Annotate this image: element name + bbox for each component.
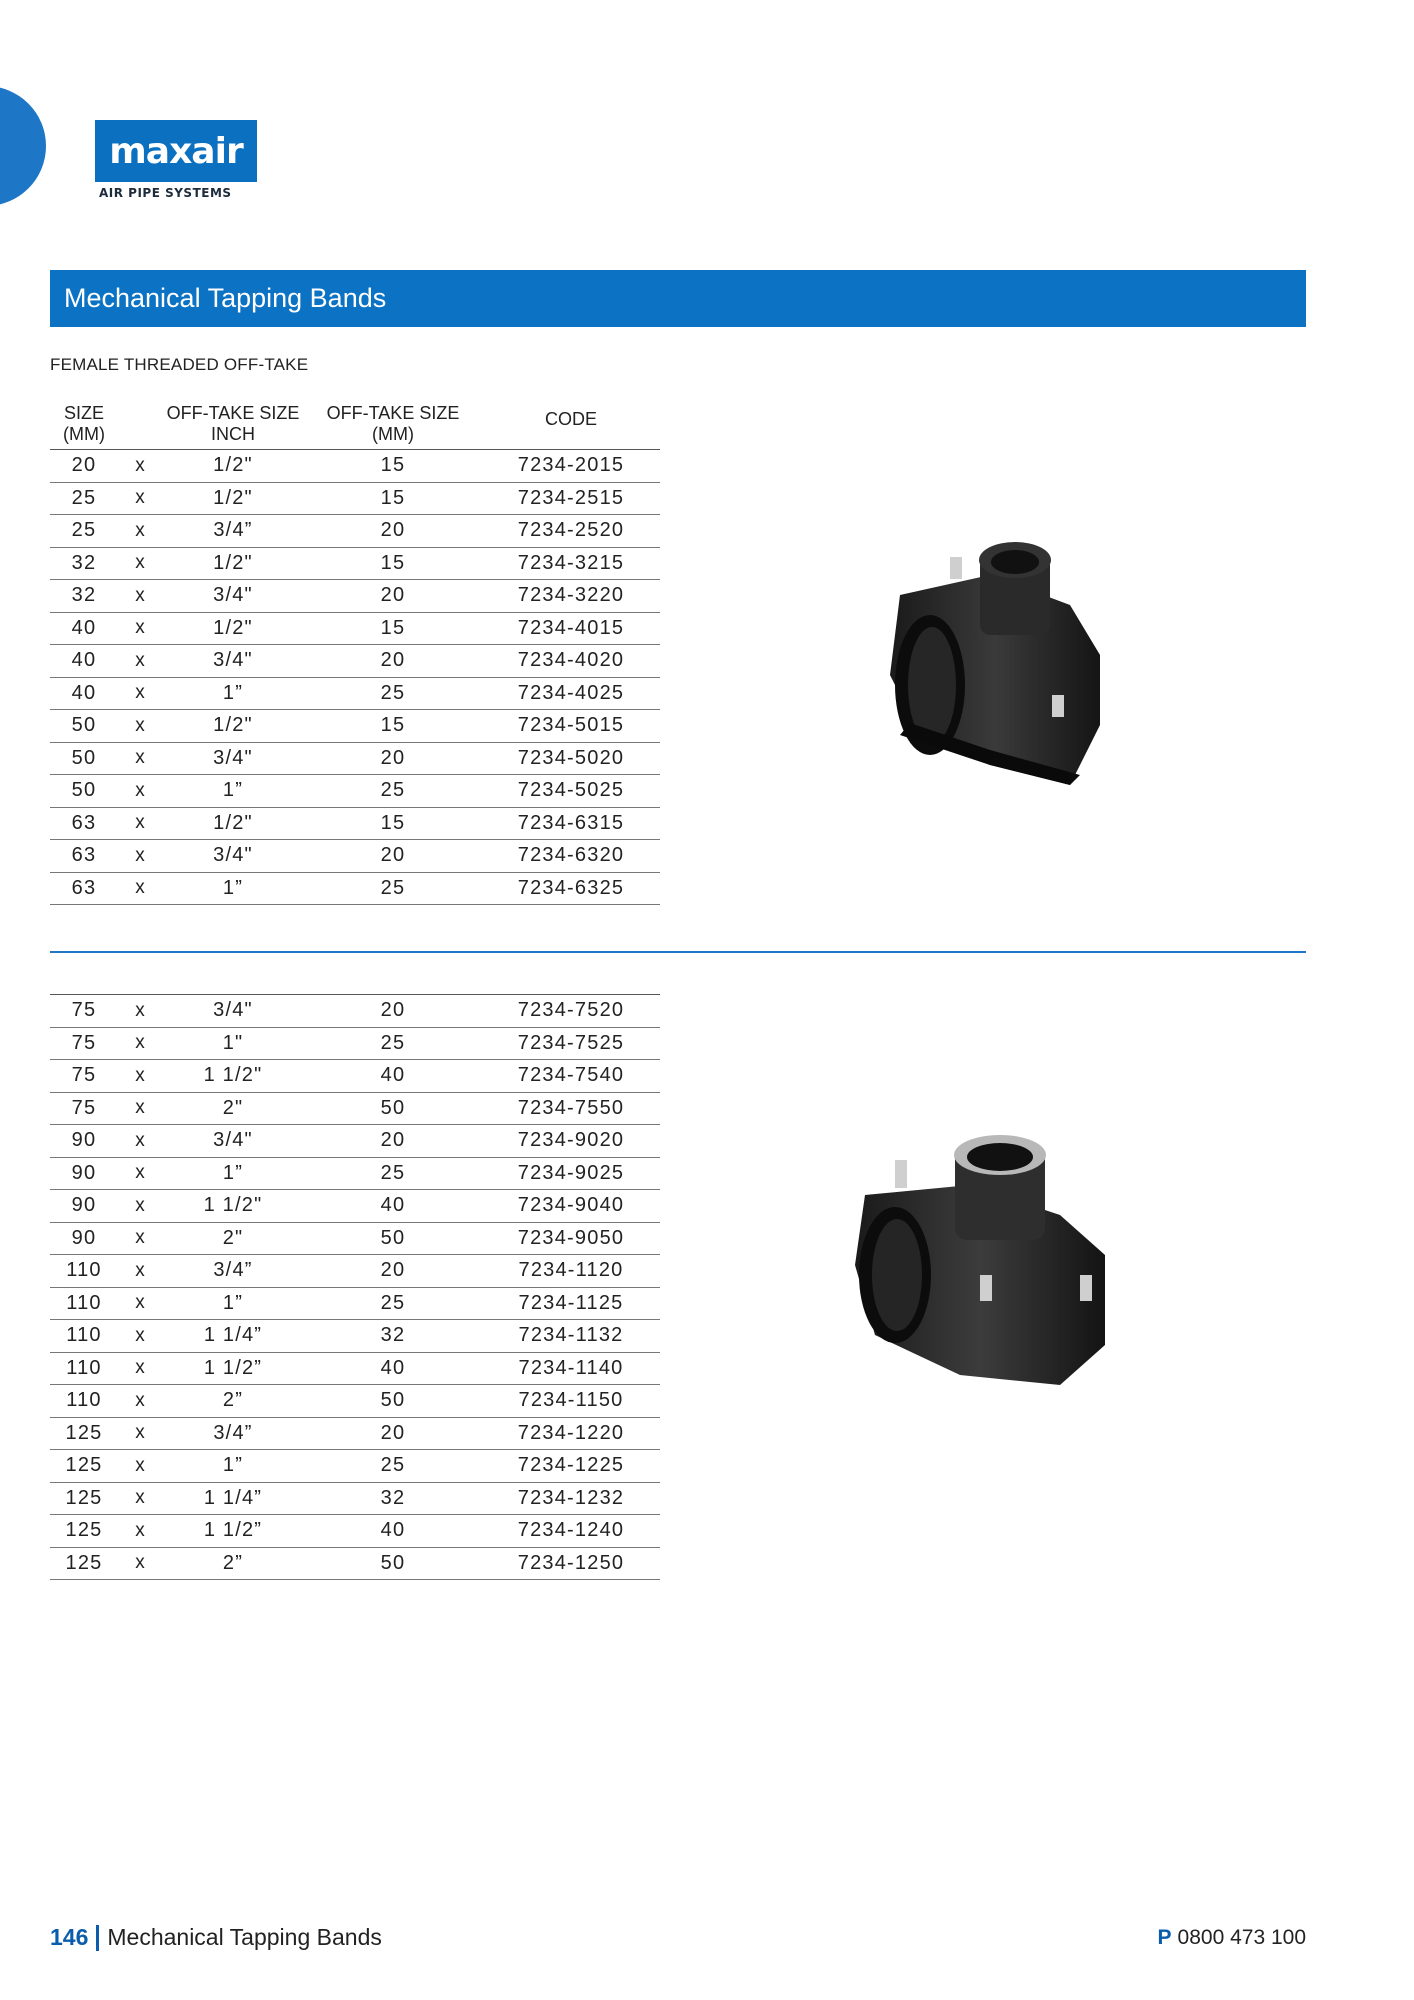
product-table-2 (50, 994, 660, 1580)
table-row (50, 1093, 660, 1126)
cell-offtake-mm: 50 (380, 1551, 406, 1574)
cell-code: 7234-5015 (517, 714, 625, 737)
table-row (50, 1255, 660, 1288)
table-body (50, 450, 660, 905)
table-row (50, 1418, 660, 1451)
cell-size-mm: 32 (71, 584, 97, 607)
cell-separator: x (135, 1324, 145, 1346)
cell-offtake-inch: 1 1/4” (203, 1324, 263, 1347)
cell-code: 7234-1250 (517, 1551, 625, 1574)
table-row (50, 808, 660, 841)
cell-separator: x (135, 682, 145, 704)
table-row (50, 743, 660, 776)
cell-offtake-inch: 1” (222, 1454, 244, 1477)
cell-offtake-mm: 15 (380, 714, 406, 737)
cell-separator: x (135, 812, 145, 834)
cell-size-mm: 125 (65, 1551, 103, 1574)
cell-separator: x (135, 1064, 145, 1086)
cell-separator: x (135, 1519, 145, 1541)
cell-separator: x (135, 747, 145, 769)
cell-code: 7234-1125 (518, 1291, 624, 1314)
cell-offtake-inch: 1” (222, 681, 244, 704)
cell-code: 7234-1120 (518, 1259, 624, 1282)
cell-size-mm: 40 (71, 649, 97, 672)
header-offtake-mm (304, 403, 482, 445)
section-divider (50, 951, 1306, 953)
cell-separator: x (135, 1487, 145, 1509)
table-row (50, 1028, 660, 1061)
cell-code: 7234-4015 (517, 616, 625, 639)
cell-offtake-inch: 3/4" (213, 1129, 253, 1152)
cell-code: 7234-1220 (517, 1421, 625, 1444)
cell-offtake-mm: 32 (380, 1486, 406, 1509)
cell-offtake-inch: 3/4" (213, 746, 253, 769)
cell-size-mm: 75 (71, 1064, 97, 1087)
cell-separator: x (135, 1227, 145, 1249)
cell-code: 7234-3215 (517, 551, 625, 574)
brand-logo (95, 120, 257, 200)
cell-offtake-inch: 3/4” (213, 1259, 253, 1282)
cell-offtake-inch: 1" (222, 1031, 244, 1054)
cell-offtake-mm: 20 (380, 999, 406, 1022)
cell-code: 7234-1140 (518, 1356, 624, 1379)
cell-offtake-inch: 3/4" (213, 584, 253, 607)
table-row (50, 1158, 660, 1191)
cell-offtake-inch: 1/2" (213, 714, 253, 737)
table-row (50, 483, 660, 516)
cell-offtake-mm: 25 (380, 1161, 406, 1184)
cell-code: 7234-9050 (517, 1226, 625, 1249)
cell-code: 7234-6315 (517, 811, 625, 834)
cell-code: 7234-1225 (517, 1454, 625, 1477)
cell-offtake-inch: 1/2" (213, 811, 253, 834)
cell-offtake-inch: 3/4" (213, 844, 253, 867)
table-row (50, 873, 660, 906)
cell-code: 7234-1132 (518, 1324, 624, 1347)
cell-offtake-mm: 20 (380, 519, 406, 542)
cell-code: 7234-9040 (517, 1194, 625, 1217)
cell-size-mm: 40 (71, 616, 97, 639)
table-row (50, 580, 660, 613)
page-footer-left (50, 1924, 382, 1951)
cell-separator: x (135, 617, 145, 639)
cell-separator: x (135, 1032, 145, 1054)
table-row (50, 1288, 660, 1321)
corner-tab (0, 86, 46, 206)
cell-offtake-mm: 20 (380, 649, 406, 672)
cell-offtake-mm: 40 (380, 1194, 406, 1217)
cell-separator: x (135, 584, 145, 606)
cell-size-mm: 63 (71, 811, 97, 834)
table-row (50, 1060, 660, 1093)
cell-code: 7234-6320 (517, 844, 625, 867)
cell-size-mm: 110 (66, 1259, 102, 1282)
cell-code: 7234-5025 (517, 779, 625, 802)
cell-offtake-inch: 1/2" (213, 486, 253, 509)
cell-separator: x (135, 877, 145, 899)
cell-offtake-mm: 25 (380, 681, 406, 704)
cell-size-mm: 75 (71, 1096, 97, 1119)
cell-size-mm: 110 (66, 1291, 102, 1314)
product-table-1 (50, 384, 660, 905)
page-title-bar (50, 270, 1306, 327)
cell-separator: x (135, 454, 145, 476)
cell-offtake-mm: 15 (380, 811, 406, 834)
cell-offtake-inch: 2” (222, 1551, 244, 1574)
cell-size-mm: 125 (65, 1454, 103, 1477)
cell-offtake-mm: 40 (380, 1064, 406, 1087)
cell-offtake-mm: 15 (380, 551, 406, 574)
cell-offtake-inch: 1” (222, 876, 244, 899)
cell-separator: x (135, 1292, 145, 1314)
header-offtake-mm-label: OFF-TAKE SIZE (MM) (326, 403, 460, 444)
cell-offtake-mm: 20 (380, 584, 406, 607)
tapping-band-large-image (850, 1135, 1120, 1400)
cell-code: 7234-4020 (517, 649, 625, 672)
cell-offtake-inch: 1” (222, 1161, 244, 1184)
cell-code: 7234-3220 (517, 584, 625, 607)
table-row (50, 1190, 660, 1223)
footer-separator (96, 1925, 99, 1951)
cell-separator: x (135, 1357, 145, 1379)
cell-code: 7234-4025 (517, 681, 625, 704)
table-body (50, 995, 660, 1580)
table-row (50, 1548, 660, 1581)
cell-size-mm: 50 (71, 714, 97, 737)
cell-offtake-inch: 2" (222, 1226, 244, 1249)
cell-size-mm: 110 (66, 1324, 102, 1347)
cell-code: 7234-9020 (517, 1129, 625, 1152)
cell-size-mm: 110 (66, 1389, 102, 1412)
cell-separator: x (135, 1259, 145, 1281)
cell-offtake-inch: 3/4" (213, 649, 253, 672)
page-number: 146 (50, 1924, 89, 1950)
logo-tagline: AIR PIPE SYSTEMS (99, 186, 232, 200)
cell-separator: x (135, 1389, 145, 1411)
logo-wordmark: maxair (95, 120, 257, 182)
cell-offtake-inch: 1/2" (213, 616, 253, 639)
cell-separator: x (135, 1422, 145, 1444)
cell-code: 7234-2015 (517, 454, 625, 477)
header-code (482, 399, 660, 430)
cell-offtake-mm: 20 (380, 1129, 406, 1152)
cell-separator: x (135, 779, 145, 801)
cell-size-mm: 63 (71, 844, 97, 867)
cell-offtake-inch: 1” (222, 779, 244, 802)
cell-separator: x (135, 714, 145, 736)
footer-section-title: Mechanical Tapping Bands (107, 1924, 382, 1950)
cell-separator: x (135, 1162, 145, 1184)
table-row (50, 678, 660, 711)
table-row (50, 450, 660, 483)
table-row (50, 1483, 660, 1516)
cell-offtake-inch: 1/2" (213, 551, 253, 574)
cell-offtake-mm: 50 (380, 1096, 406, 1119)
cell-separator: x (135, 1552, 145, 1574)
cell-size-mm: 50 (71, 779, 97, 802)
cell-size-mm: 110 (66, 1356, 102, 1379)
cell-size-mm: 32 (71, 551, 97, 574)
table-row (50, 645, 660, 678)
cell-code: 7234-6325 (517, 876, 625, 899)
cell-offtake-mm: 15 (380, 454, 406, 477)
table-row (50, 1385, 660, 1418)
cell-size-mm: 125 (65, 1421, 103, 1444)
cell-separator: x (135, 1097, 145, 1119)
cell-offtake-inch: 1 1/2” (203, 1519, 263, 1542)
cell-size-mm: 40 (71, 681, 97, 704)
cell-offtake-inch: 2" (222, 1096, 244, 1119)
cell-offtake-mm: 50 (380, 1226, 406, 1249)
cell-code: 7234-2520 (517, 519, 625, 542)
cell-offtake-mm: 32 (380, 1324, 406, 1347)
cell-size-mm: 75 (71, 999, 97, 1022)
cell-offtake-mm: 50 (380, 1389, 406, 1412)
cell-size-mm: 75 (71, 1031, 97, 1054)
cell-code: 7234-2515 (517, 486, 625, 509)
phone-prefix: P (1157, 1926, 1172, 1949)
table-row (50, 1353, 660, 1386)
cell-code: 7234-5020 (517, 746, 625, 769)
cell-code: 7234-1232 (517, 1486, 625, 1509)
header-offtake-inch-label: OFF-TAKE SIZE INCH (166, 403, 300, 444)
cell-offtake-inch: 1 1/2" (203, 1064, 263, 1087)
cell-size-mm: 90 (71, 1226, 97, 1249)
cell-offtake-mm: 40 (380, 1356, 406, 1379)
cell-offtake-inch: 1/2" (213, 454, 253, 477)
page-title: Mechanical Tapping Bands (64, 283, 387, 313)
table-row (50, 1223, 660, 1256)
header-offtake-inch (162, 403, 304, 445)
header-size-mm-label: SIZE (MM) (63, 403, 105, 444)
phone-number: 0800 473 100 (1177, 1926, 1306, 1949)
table-row (50, 1515, 660, 1548)
cell-offtake-mm: 25 (380, 1031, 406, 1054)
cell-offtake-inch: 3/4” (213, 519, 253, 542)
cell-offtake-inch: 1 1/4” (203, 1486, 263, 1509)
cell-code: 7234-7520 (517, 999, 625, 1022)
cell-size-mm: 25 (71, 486, 97, 509)
cell-size-mm: 90 (71, 1194, 97, 1217)
cell-offtake-mm: 25 (380, 779, 406, 802)
cell-separator: x (135, 1129, 145, 1151)
cell-separator: x (135, 1454, 145, 1476)
cell-offtake-mm: 15 (380, 616, 406, 639)
cell-size-mm: 90 (71, 1161, 97, 1184)
cell-size-mm: 63 (71, 876, 97, 899)
cell-size-mm: 20 (71, 454, 97, 477)
page-footer-right (1158, 1926, 1306, 1950)
table-row (50, 775, 660, 808)
table-row (50, 995, 660, 1028)
table-row (50, 840, 660, 873)
cell-separator: x (135, 1194, 145, 1216)
tapping-band-small-image (880, 535, 1120, 805)
table-row (50, 1450, 660, 1483)
header-code-label: CODE (544, 409, 597, 429)
cell-separator: x (135, 844, 145, 866)
table-row (50, 515, 660, 548)
cell-code: 7234-1150 (518, 1389, 624, 1412)
cell-code: 7234-7525 (517, 1031, 625, 1054)
table-header (50, 384, 660, 450)
cell-offtake-inch: 3/4" (213, 999, 253, 1022)
header-size-mm (50, 403, 118, 445)
cell-separator: x (135, 519, 145, 541)
cell-offtake-mm: 20 (380, 1259, 406, 1282)
section-subtitle: FEMALE THREADED OFF-TAKE (50, 355, 309, 374)
cell-offtake-mm: 20 (380, 1421, 406, 1444)
cell-size-mm: 25 (71, 519, 97, 542)
table-row (50, 613, 660, 646)
cell-offtake-mm: 20 (380, 746, 406, 769)
table-row (50, 548, 660, 581)
cell-code: 7234-9025 (517, 1161, 625, 1184)
table-row (50, 1125, 660, 1158)
cell-size-mm: 125 (65, 1486, 103, 1509)
cell-separator: x (135, 552, 145, 574)
cell-code: 7234-7540 (517, 1064, 625, 1087)
cell-offtake-mm: 15 (380, 486, 406, 509)
cell-offtake-mm: 25 (380, 1454, 406, 1477)
cell-code: 7234-7550 (517, 1096, 625, 1119)
cell-size-mm: 125 (65, 1519, 103, 1542)
cell-offtake-mm: 25 (380, 876, 406, 899)
cell-offtake-mm: 25 (380, 1291, 406, 1314)
cell-offtake-mm: 20 (380, 844, 406, 867)
cell-size-mm: 90 (71, 1129, 97, 1152)
cell-offtake-mm: 40 (380, 1519, 406, 1542)
cell-size-mm: 50 (71, 746, 97, 769)
cell-separator: x (135, 649, 145, 671)
cell-offtake-inch: 3/4” (213, 1421, 253, 1444)
cell-offtake-inch: 2” (222, 1389, 244, 1412)
table-row (50, 710, 660, 743)
cell-code: 7234-1240 (517, 1519, 625, 1542)
cell-offtake-inch: 1 1/2” (203, 1356, 263, 1379)
cell-separator: x (135, 487, 145, 509)
cell-offtake-inch: 1” (222, 1291, 244, 1314)
cell-separator: x (135, 999, 145, 1021)
table-row (50, 1320, 660, 1353)
cell-offtake-inch: 1 1/2" (203, 1194, 263, 1217)
